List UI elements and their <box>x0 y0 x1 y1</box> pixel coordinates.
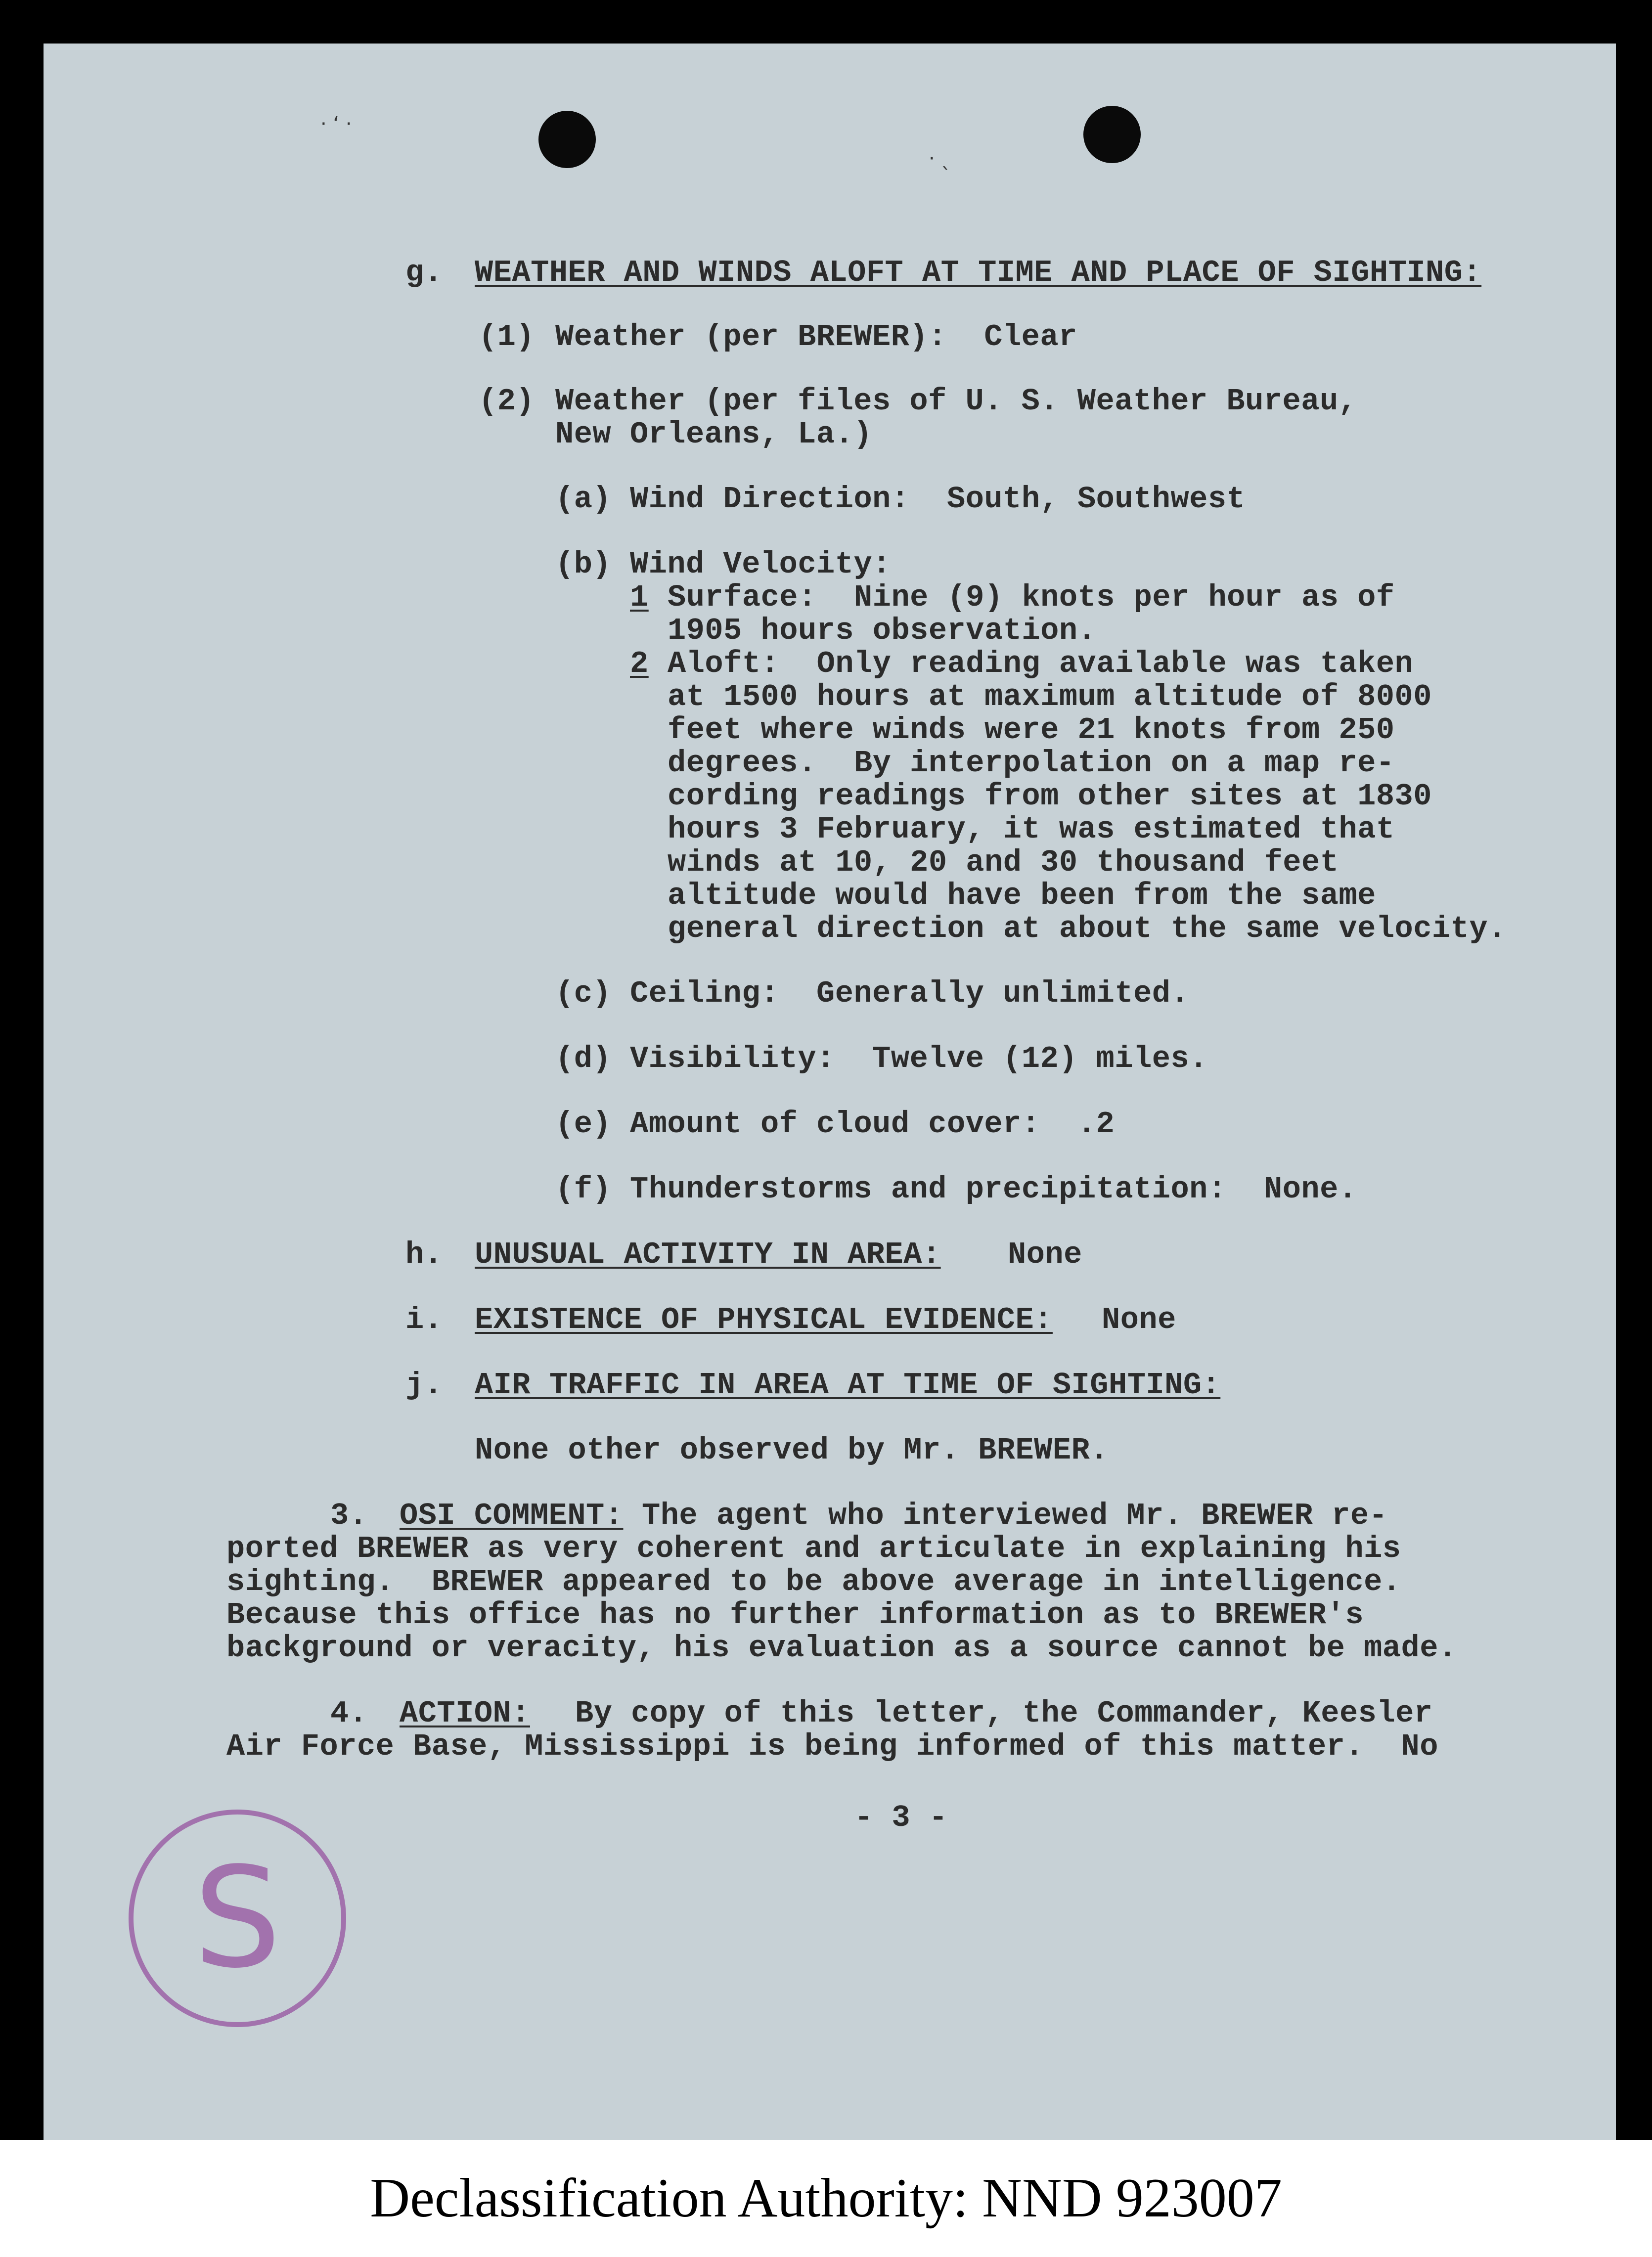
item-2-line: Weather (per files of U. S. Weather Bureau, <box>555 384 1357 419</box>
item-e-num: (e) <box>555 1106 612 1142</box>
item-c-text: Ceiling: Generally unlimited. <box>630 976 1190 1011</box>
item-b2-line: altitude would have been from the same <box>668 878 1376 913</box>
item-f-text: Thunderstorms and precipitation: None. <box>630 1172 1357 1207</box>
section-i-heading: EXISTENCE OF PHYSICAL EVIDENCE: <box>475 1302 1053 1337</box>
item-b1-line: 1905 hours observation. <box>668 613 1097 648</box>
para-3-line: The agent who interviewed Mr. BREWER re- <box>642 1498 1388 1533</box>
item-d-num: (d) <box>555 1041 612 1076</box>
section-i-value: None <box>1102 1302 1176 1337</box>
item-a-text: Wind Direction: South, Southwest <box>630 482 1246 517</box>
stray-mark: · ‘ · <box>320 113 352 135</box>
item-b2-line: feet where winds were 21 knots from 250 <box>668 712 1395 748</box>
punch-hole-right <box>1083 106 1141 163</box>
item-b1-num: 1 <box>630 580 649 615</box>
item-b2-num: 2 <box>630 646 649 681</box>
section-j-value: None other observed by Mr. BREWER. <box>475 1433 1109 1468</box>
para-4-num: 4. <box>330 1696 368 1731</box>
stray-mark: · ˎ <box>929 147 951 170</box>
item-a-num: (a) <box>555 482 612 517</box>
section-j-label: j. <box>405 1368 443 1403</box>
item-b2-line: Aloft: Only reading available was taken <box>668 646 1414 681</box>
footer-bar <box>0 2140 1652 2257</box>
item-b2-line: cording readings from other sites at 1830 <box>668 779 1432 814</box>
item-1-text: Weather (per BREWER): Clear <box>555 319 1077 354</box>
item-b-num: (b) <box>555 547 612 582</box>
para-3-heading: OSI COMMENT: <box>400 1498 624 1533</box>
para-4-line: Air Force Base, Mississippi is being informed of this matter. No <box>226 1729 1438 1764</box>
item-b2-line: hours 3 February, it was estimated that <box>668 812 1395 847</box>
section-g-label: g. <box>405 255 443 290</box>
item-d-text: Visibility: Twelve (12) miles. <box>630 1041 1208 1076</box>
stamp-letter: S <box>193 1838 281 1999</box>
item-1-num: (1) <box>479 319 535 354</box>
item-b1-line: Surface: Nine (9) knots per hour as of <box>668 580 1395 615</box>
item-2-line: New Orleans, La.) <box>555 417 873 452</box>
item-e-text: Amount of cloud cover: .2 <box>630 1106 1115 1142</box>
item-b-text: Wind Velocity: <box>630 547 891 582</box>
item-c-num: (c) <box>555 976 612 1011</box>
section-i-label: i. <box>405 1302 443 1337</box>
security-stamp <box>129 1810 346 2027</box>
section-g-heading: WEATHER AND WINDS ALOFT AT TIME AND PLACE OF SIGHTING: <box>475 255 1482 290</box>
item-b2-line: degrees. By interpolation on a map re- <box>668 746 1395 781</box>
para-4-heading: ACTION: <box>400 1696 530 1731</box>
page-number: - 3 - <box>854 1800 948 1835</box>
item-b2-line: at 1500 hours at maximum altitude of 8000 <box>668 679 1432 714</box>
item-2-num: (2) <box>479 384 535 419</box>
item-b2-line: general direction at about the same velocity. <box>668 911 1507 946</box>
section-h-label: h. <box>405 1237 443 1272</box>
para-3-line: Because this office has no further information as to BREWER's <box>226 1597 1364 1633</box>
item-f-num: (f) <box>555 1172 612 1207</box>
para-3-num: 3. <box>330 1498 368 1533</box>
section-h-heading: UNUSUAL ACTIVITY IN AREA: <box>475 1237 941 1272</box>
section-h-value: None <box>1008 1237 1082 1272</box>
para-3-line: ported BREWER as very coherent and articulate in explaining his <box>226 1531 1401 1566</box>
item-b2-line: winds at 10, 20 and 30 thousand feet <box>668 845 1339 880</box>
punch-hole-left <box>538 111 596 168</box>
para-3-line: background or veracity, his evaluation as a source cannot be made. <box>226 1631 1457 1666</box>
para-3-line: sighting. BREWER appeared to be above average in intelligence. <box>226 1564 1401 1599</box>
section-j-heading: AIR TRAFFIC IN AREA AT TIME OF SIGHTING: <box>475 1368 1221 1403</box>
declassification-authority: Declassification Authority: NND 923007 <box>370 2168 1282 2229</box>
para-4-line: By copy of this letter, the Commander, Keesler <box>575 1696 1433 1731</box>
